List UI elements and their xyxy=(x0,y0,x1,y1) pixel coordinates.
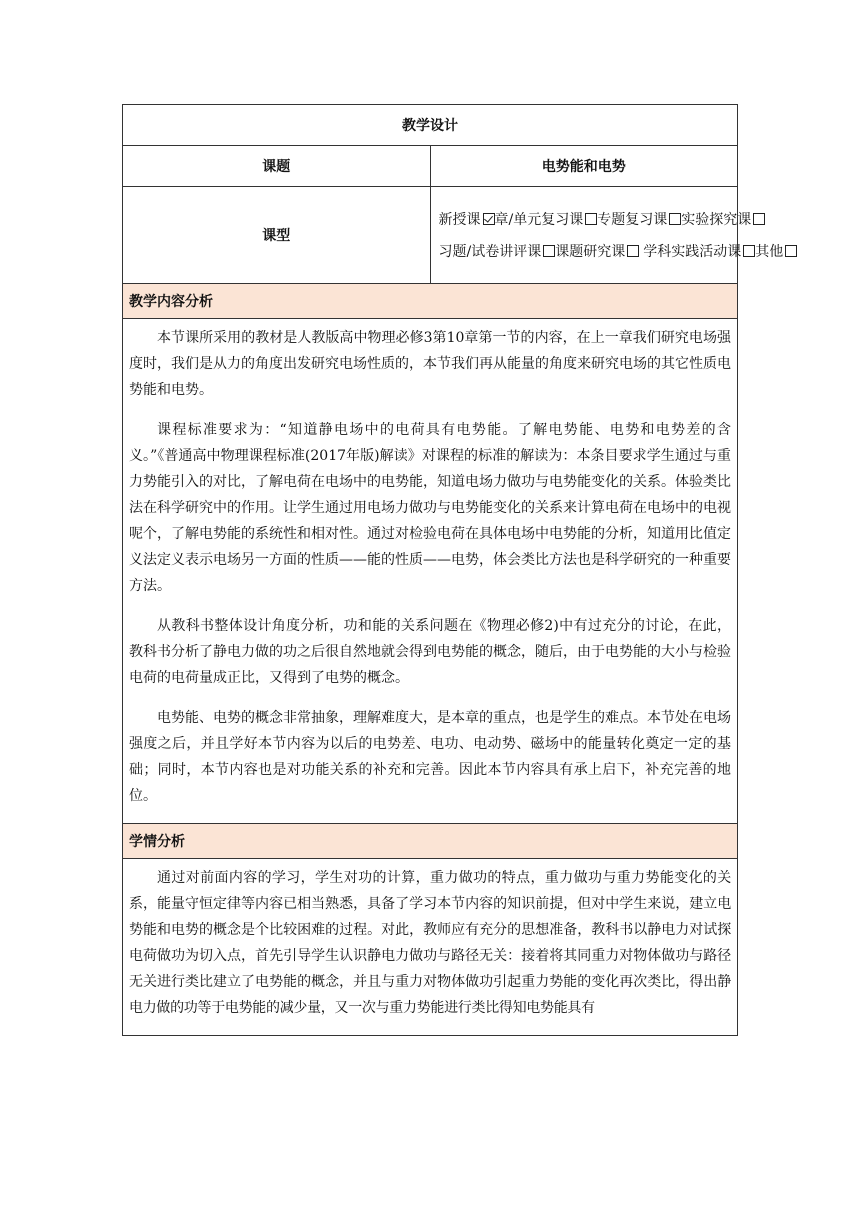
option-new-lesson[interactable] xyxy=(439,210,495,230)
option-label: 实验探究课 xyxy=(681,212,752,228)
paragraph: 电势能、电势的概念非常抽象，理解难度大，是本章的重点，也是学生的难点。本节处在电场强度之后，并且学好本节内容为以后的电势差、电功、电动势、磁场中的能量转化奠定一定的基础；同时，本节内容也是对功能关系的补充和完善。因此本节内容具有承上启下，补充完善的地位。 xyxy=(129,710,731,804)
paragraph: 从教科书整体设计角度分析，功和能的关系问题在《物理必修2)中有过充分的讨论，在此， 教科书分析了静电力做的功之后很自然地就会得到电势能的概念，随后，由于电势能的大小与检验电荷的电荷量成正比，又得到了电势的概念。 xyxy=(129,618,731,686)
option-label: 学科实践活动课 xyxy=(643,244,742,260)
student-analysis-body-row xyxy=(123,859,738,1036)
content-analysis-header-row xyxy=(123,284,738,319)
option-label: 章/单元复习课 xyxy=(494,212,584,228)
student-analysis-header-row xyxy=(123,824,738,859)
option-experiment[interactable] xyxy=(681,210,765,230)
lesson-type-options xyxy=(430,187,784,284)
option-label: 课题研究课 xyxy=(555,244,626,260)
checkbox-icon[interactable] xyxy=(585,213,597,225)
content-analysis-heading: 教学内容分析 xyxy=(123,284,738,319)
checkbox-icon[interactable] xyxy=(543,245,555,257)
paragraph: 课程标准要求为：“知道静电场中的电荷具有电势能。了解电势能、电势和电势差的含义。”《普通高中物理课程标准(2017年版)解读》对课程的标准的解读为：本条目要求学生通过与重力势能引入的对比，了解电荷在电场中的电势能，知道电场力做功与电势能变化的关系。体验类比法在科学研究中的作用。让学生通过用电场力做功与电势能变化的关系来计算电荷在电场中的电视呢个，了解电势能的系统性和相对性。通过对检验电荷在具体电场中电势能的分析，知道用比值定义法定义表示电场另一方面的性质——能的性质——电势，体会类比方法也是科学研究的一种重要方法。 xyxy=(129,422,731,594)
option-chapter-review[interactable] xyxy=(495,210,598,230)
content-analysis-body-row xyxy=(123,319,738,824)
topic-label: 课题 xyxy=(123,146,431,187)
topic-value: 电势能和电势 xyxy=(430,146,738,187)
student-analysis-body xyxy=(123,859,738,1036)
option-topic-review[interactable] xyxy=(597,210,681,230)
lesson-type-line-1 xyxy=(438,210,752,230)
paragraph: 本节课所采用的教材是人教版高中物理必修3第10章第一节的内容，在上一章我们研究电场强度时，我们是从力的角度出发研究电场性质的，本节我们再从能量的角度来研究电场的其它性质电势能和电势。 xyxy=(129,330,731,398)
option-label: 习题/试卷讲评课 xyxy=(438,244,542,260)
checkbox-icon[interactable] xyxy=(785,245,797,257)
document-page xyxy=(122,104,784,1036)
title-row xyxy=(123,105,738,146)
option-label: 其他 xyxy=(755,244,784,260)
option-practice-activity[interactable] xyxy=(635,242,755,262)
option-label: 新授课 xyxy=(438,212,481,228)
checkbox-icon[interactable] xyxy=(669,213,681,225)
checkbox-icon[interactable] xyxy=(627,245,639,257)
checkbox-icon[interactable] xyxy=(753,213,765,225)
lesson-type-label: 课型 xyxy=(123,187,431,284)
topic-row xyxy=(123,146,738,187)
student-analysis-heading: 学情分析 xyxy=(123,824,738,859)
lesson-type-line-2 xyxy=(438,242,784,262)
option-other[interactable] xyxy=(755,242,797,262)
checked-box-icon[interactable] xyxy=(483,213,495,225)
option-research[interactable] xyxy=(555,242,635,262)
content-analysis-body xyxy=(123,319,738,824)
table-title: 教学设计 xyxy=(123,105,738,146)
lesson-plan-table xyxy=(122,104,784,1036)
option-exercise-review[interactable] xyxy=(439,242,556,262)
checkbox-icon[interactable] xyxy=(743,245,755,257)
paragraph: 通过对前面内容的学习，学生对功的计算，重力做功的特点，重力做功与重力势能变化的关系，能量守恒定律等内容已相当熟悉，具备了学习本节内容的知识前提，但对中学生来说，建立电势能和电势的概念是个比较困难的过程。对此，教师应有充分的思想准备，教科书以静电力对试探电荷做功为切入点，首先引导学生认识静电力做功与路径无关：接着将其同重力对物体做功与路径无关进行类比建立了电势能的概念，并且与重力对物体做功引起重力势能的变化再次类比，得出静电力做的功等于电势能的减少量，又一次与重力势能进行类比得知电势能具有 xyxy=(129,870,731,1016)
option-label: 专题复习课 xyxy=(597,212,668,228)
lesson-type-row xyxy=(123,187,738,284)
